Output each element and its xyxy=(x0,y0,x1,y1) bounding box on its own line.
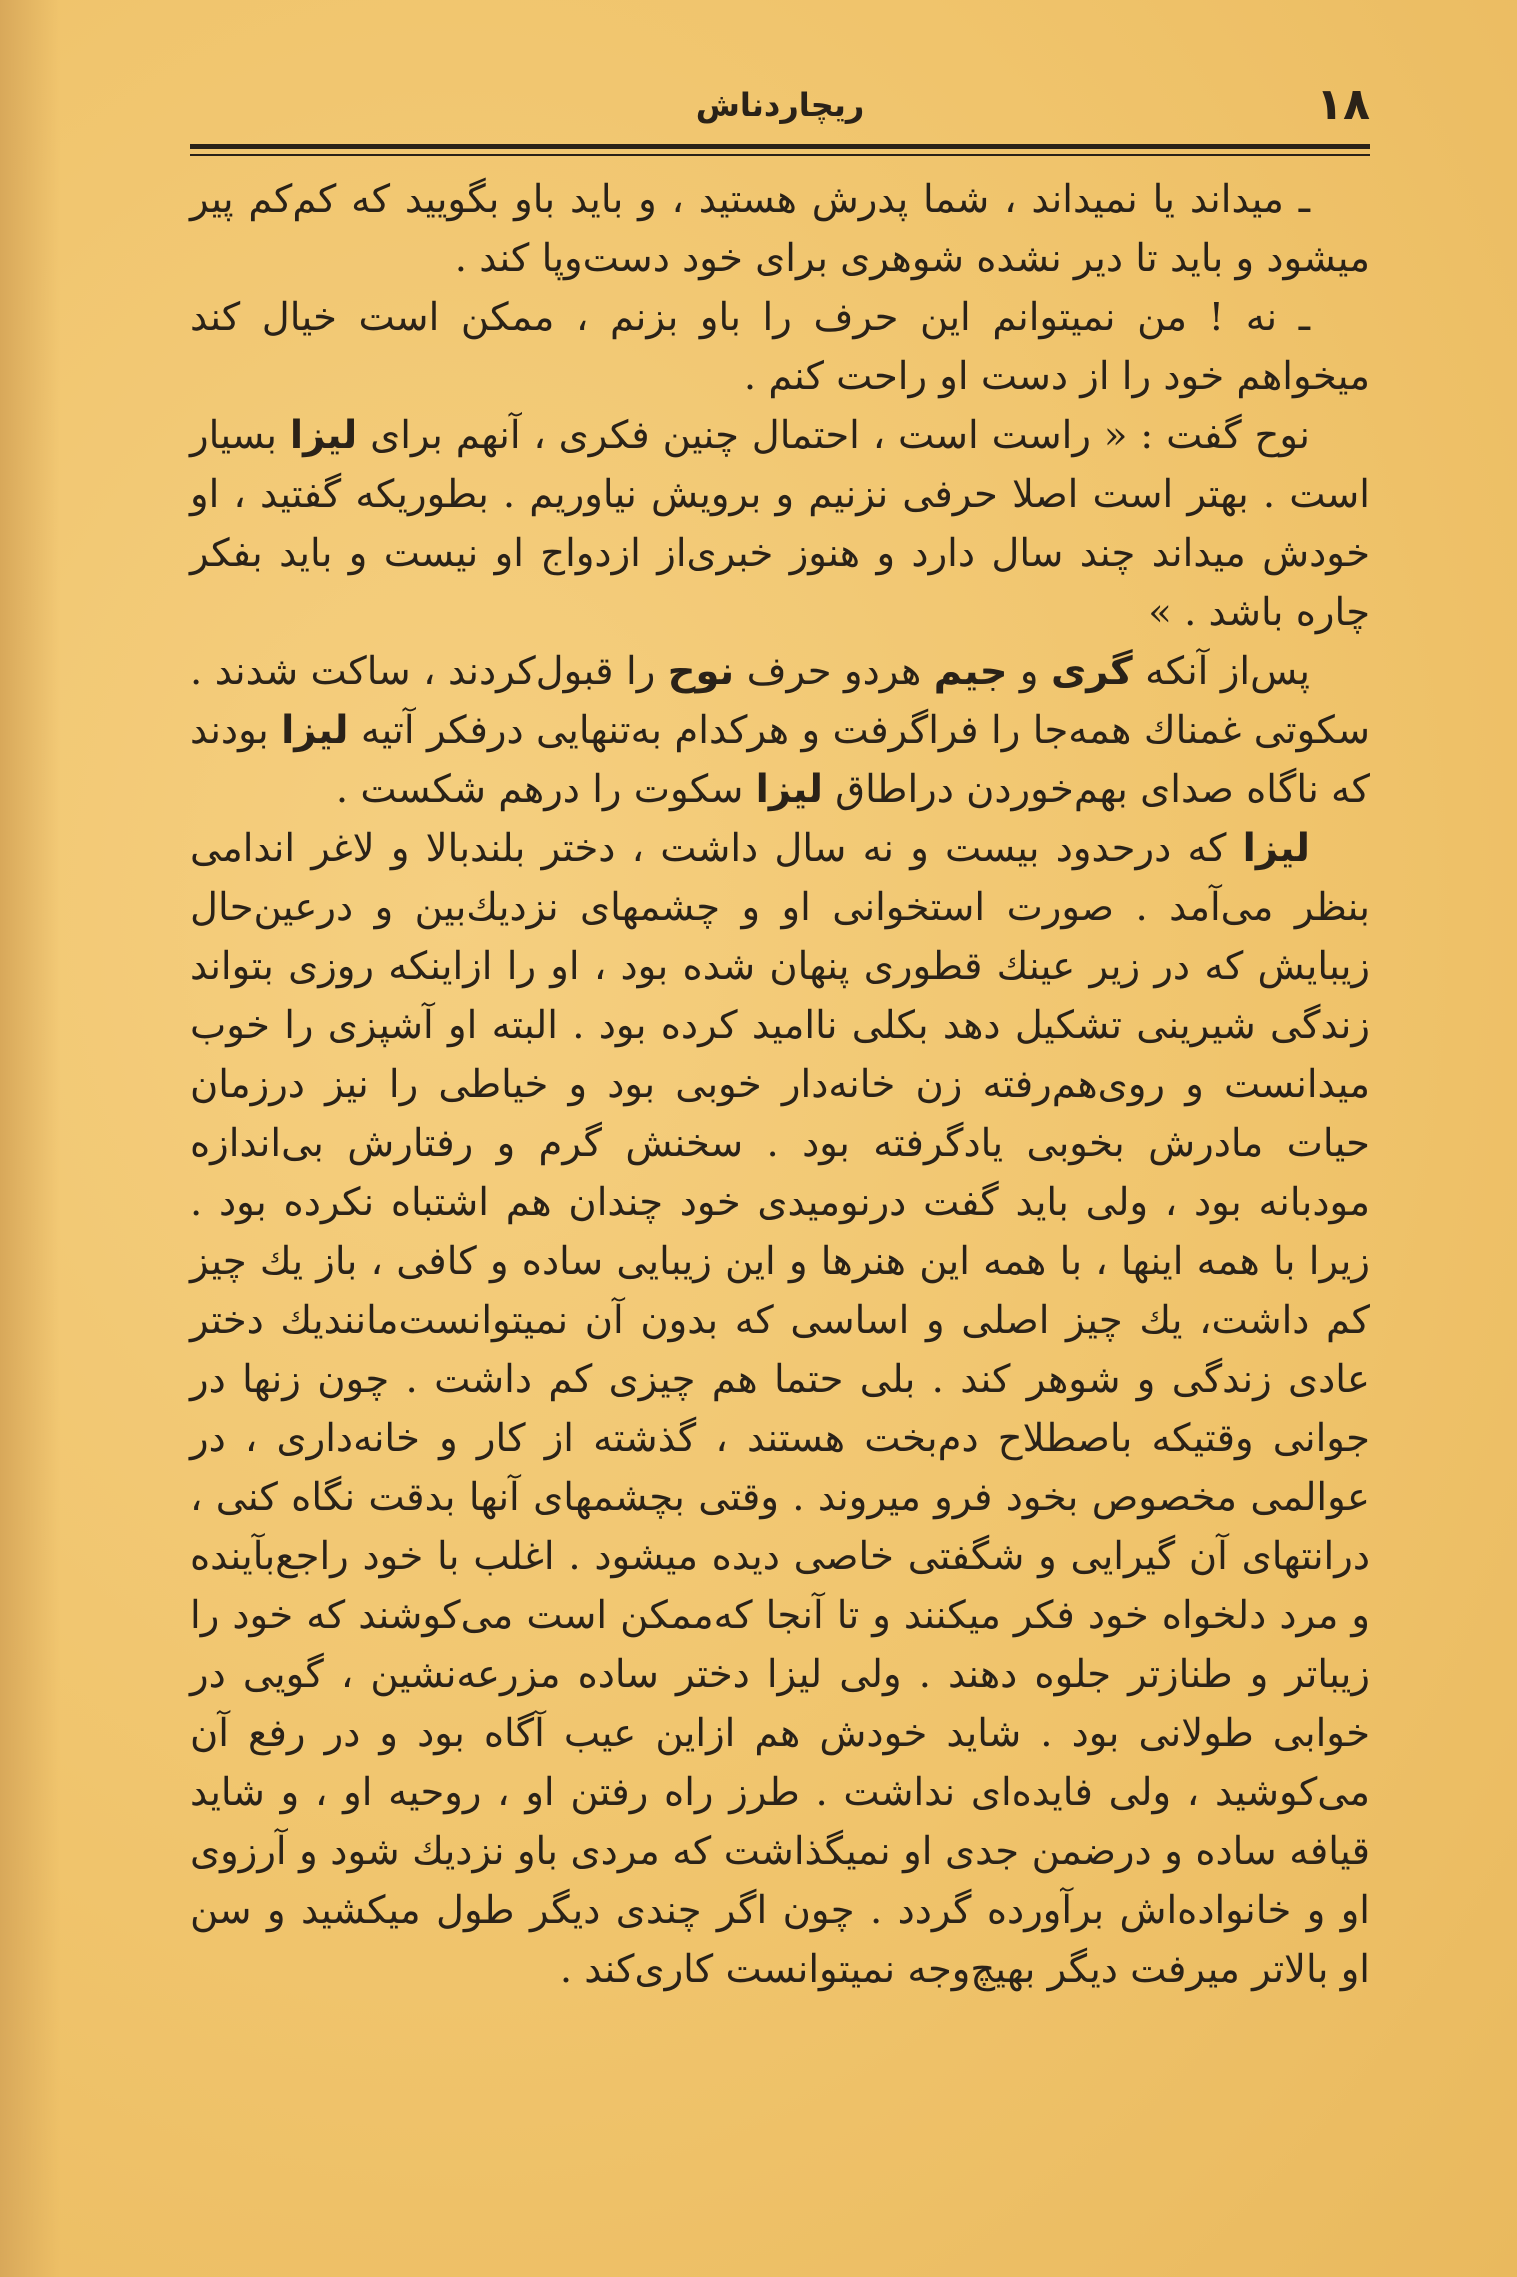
body-text xyxy=(190,170,1370,1999)
name-lisa: لیزا xyxy=(1242,826,1310,871)
paragraph-4-part-a: پس‌از آنکه xyxy=(1145,649,1310,694)
running-title: ریچاردناش xyxy=(695,86,865,124)
page-number: ۱۸ xyxy=(1316,79,1370,130)
name-lisa: لیزا xyxy=(755,767,823,812)
name-gary: گری xyxy=(1050,649,1133,694)
name-lisa: لیزا xyxy=(281,708,349,753)
paragraph-4-part-e: بودند که ناگاه صدای بهم‌خوردن دراطاق xyxy=(190,708,1370,812)
paragraph-3-part-b: بسیار است . بهتر است اصلا حرفی نزنیم و برویش نیاوریم . بطوریکه گفتید ، او خودش میداند چند سال دارد و هنوز خبری‌از ازدواج او نیست و باید بفکر چاره باشد . » xyxy=(190,413,1370,635)
paragraph-3-part-a: نوح گفت : « راست است ، احتمال چنین فکری ، آنهم برای xyxy=(370,413,1310,458)
paragraph-4-part-d: را قبول‌کردند ، ساکت شدند . سکوتی غمناك همه‌جا را فراگرفت و هرکدام به‌تنهایی درفکر آتیه xyxy=(190,649,1370,753)
paragraph-4 xyxy=(190,642,1370,819)
page-edge-stain xyxy=(0,0,60,2277)
paragraph-3 xyxy=(190,406,1370,642)
book-page xyxy=(190,70,1370,2220)
paragraph-4-part-f: سکوت را درهم شکست . xyxy=(335,767,744,812)
paragraph-1: ـ میداند یا نمیداند ، شما پدرش هستید ، و باید باو بگویید که کم‌کم پیر میشود و باید تا دیر نشده شوهری برای خود دست‌وپا کند . xyxy=(190,177,1370,281)
name-jim: جیم xyxy=(933,649,1008,694)
page-header xyxy=(190,70,1370,140)
paragraph-5 xyxy=(190,819,1370,1999)
paragraph-5-text: که درحدود بیست و نه سال داشت ، دختر بلندبالا و لاغر اندامی بنظر می‌آمد . صورت استخوانی او و چشمهای نزدیك‌بین و درعین‌حال زیبایش که در زیر عینك قطوری پنهان شده بود ، او را ازاینکه روزی بتواند زندگی شیرینی تشکیل دهد بکلی ناامید کرده بود . البته او آشپزی را خوب میدانست و روی‌هم‌رفته زن خانه‌دار خوبی بود و خیاطی را نیز درزمان حیات مادرش بخوبی یادگرفته بود . سخنش گرم و رفتارش بی‌اندازه مودبانه بود ، ولی باید گفت درنومیدی خود چندان هم اشتباه نکرده بود . زیرا با همه اینها ، با همه این هنرها و این زیبایی ساده و کافی ، باز یك چیز کم داشت، یك چیز اصلی و اساسی که بدون آن نمیتوانست‌مانندیك دختر عادی زندگی و شوهر کند . بلی حتما هم چیزی کم داشت . چون زنها در جوانی وقتیکه باصطلاح دم‌بخت هستند ، گذشته از کار و خانه‌داری ، در عوالمی مخصوص بخود فرو میروند . وقتی بچشمهای آنها بدقت نگاه کنی ، درانتهای آن گیرایی و شگفتی خاصی دیده میشود . اغلب با خود راجع‌بآینده و مرد دلخواه خود فکر میکنند و تا آنجا که‌ممکن است می‌کوشند که خود را زیباتر و طنازتر جلوه دهند . ولی لیزا دختر ساده مزرعه‌نشین ، گویی در خوابی طولانی بود . شاید خودش هم ازاین عیب آگاه بود و در رفع آن می‌کوشید ، ولی فایده‌ای نداشت . طرز راه رفتن او ، روحیه او ، و شاید قیافه ساده و درضمن جدی او نمیگذاشت که مردی باو نزدیك شود و آرزوی او و خانواده‌اش برآورده گردد . چون اگر چندی دیگر طول میکشید و سن او بالاتر میرفت دیگر بهیچ‌وجه نمیتوانست کاری‌کند . xyxy=(190,826,1370,1992)
paragraph-2: ـ نه ! من نمیتوانم این حرف را باو بزنم ، ممکن است خیال کند میخواهم خود را از دست او راحت کنم . xyxy=(190,295,1370,399)
name-noah: نوح xyxy=(667,649,735,694)
paragraph-4-part-c: هردو حرف xyxy=(746,649,922,694)
name-lisa: لیزا xyxy=(289,413,358,458)
header-rule-thin xyxy=(190,154,1370,156)
paragraph-4-part-b: و xyxy=(1019,649,1039,694)
header-rule-thick xyxy=(190,144,1370,149)
